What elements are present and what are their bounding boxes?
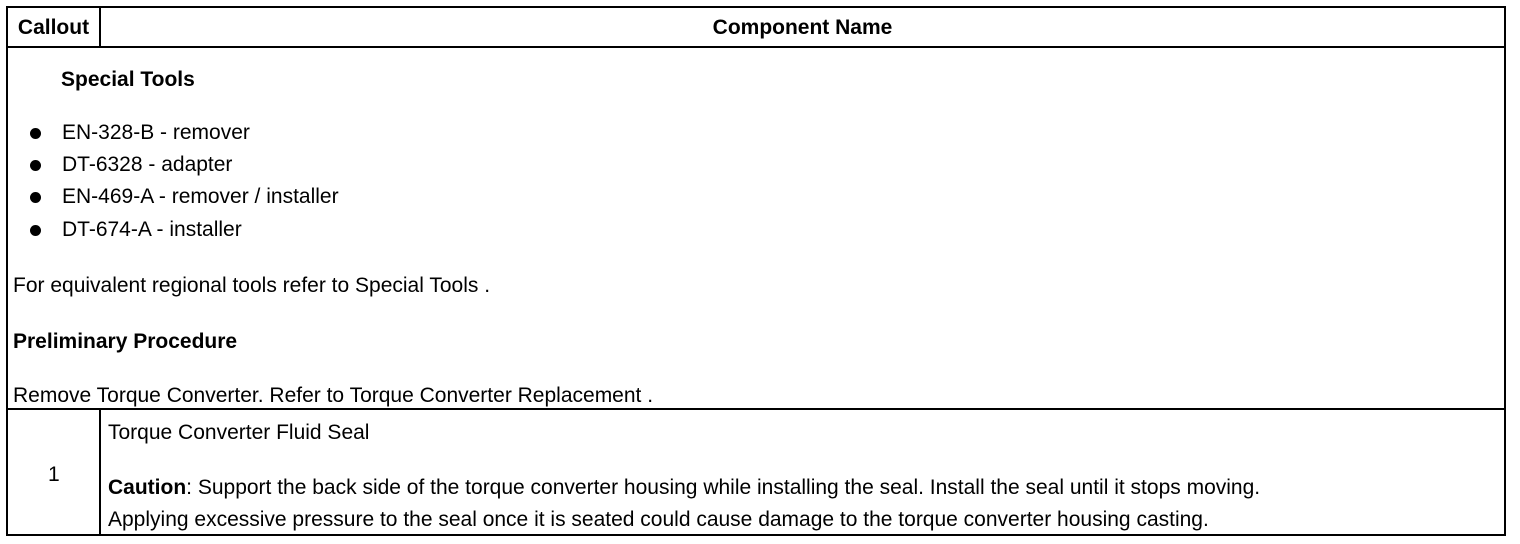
regional-tools-note: For equivalent regional tools refer to Special Tools .: [13, 274, 491, 297]
caution-colon: :: [186, 476, 192, 499]
tool-label: DT-674-A - installer: [62, 218, 242, 241]
preliminary-procedure-text: Remove Torque Converter. Refer to Torque Converter Replacement .: [13, 384, 654, 407]
callout-number: 1: [48, 463, 60, 486]
component-name-column-header: Component Name: [712, 16, 893, 39]
tool-label: EN-469-A - remover / installer: [62, 185, 339, 208]
tool-label: DT-6328 - adapter: [62, 153, 233, 176]
table-row: [8, 410, 1504, 534]
bullet-icon: [30, 160, 41, 171]
caution-text: Support the back side of the torque converter housing while installing the seal. Install the seal until it stops moving.: [192, 476, 1261, 499]
special-tools-heading: Special Tools: [61, 68, 195, 91]
caution-label: Caution: [108, 476, 187, 499]
component-name: Torque Converter Fluid Seal: [108, 421, 370, 444]
tool-label: EN-328-B - remover: [62, 121, 250, 144]
table-header-row: [8, 8, 1504, 48]
bullet-icon: [30, 192, 41, 203]
bullet-icon: [30, 225, 41, 236]
caution-line-2: Applying excessive pressure to the seal once it is seated could cause damage to the torque converter housing casting.: [108, 508, 1209, 531]
bullet-icon: [30, 128, 41, 139]
caution-line-1: [108, 476, 1260, 500]
intro-row: [8, 48, 1504, 410]
callout-cell: [8, 410, 101, 534]
preliminary-procedure-heading: Preliminary Procedure: [13, 330, 238, 353]
component-table: [6, 6, 1506, 536]
callout-column-header: Callout: [8, 8, 101, 46]
